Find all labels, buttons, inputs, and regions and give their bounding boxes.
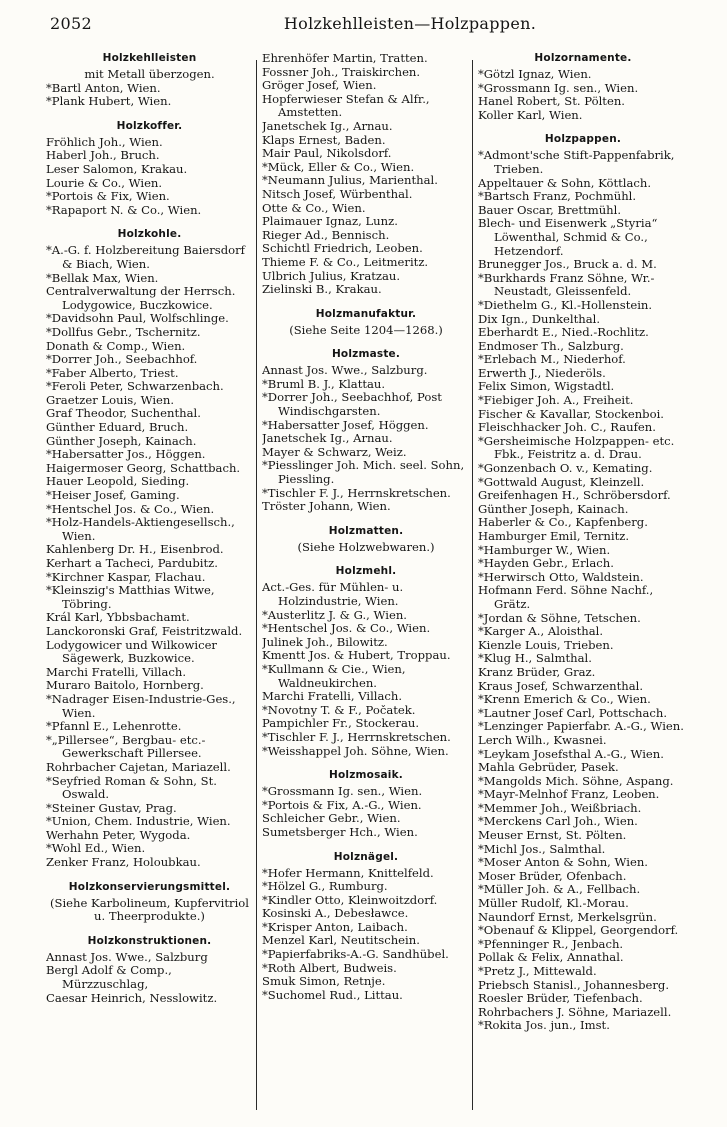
directory-entry: Haberler & Co., Kapfenberg.	[478, 515, 648, 530]
directory-entry: *Papierfabriks-A.-G. Sandhübel.	[262, 947, 449, 962]
directory-entry: *Hofer Hermann, Knittelfeld.	[262, 865, 434, 880]
category-heading: Holzmanufaktur.	[315, 307, 417, 320]
directory-entry: Felix Simon, Wigstadtl.	[478, 379, 615, 394]
column-3	[478, 52, 688, 1112]
directory-entry: Rohrbacher Cajetan, Mariazell.	[46, 759, 231, 774]
directory-entry: Pollak & Felix, Annathal.	[478, 950, 624, 965]
directory-entry: Günther Joseph, Kainach.	[478, 501, 629, 516]
category-section	[262, 769, 470, 839]
directory-entry: *Hölzel G., Rumburg.	[262, 879, 388, 894]
category-heading: Holzmatten.	[328, 524, 404, 537]
category-heading: Holzmosaik.	[329, 769, 403, 782]
directory-entry: Thieme F. & Co., Leitmeritz.	[262, 254, 429, 269]
directory-entry: *Müller Joh. & A., Fellbach.	[478, 882, 641, 897]
directory-entry: *Seyfried Roman & Sohn, St. Oswald.	[46, 773, 217, 802]
directory-entry: Zenker Franz, Holoubkau.	[46, 855, 201, 870]
directory-entry: *Karger A., Aloisthal.	[478, 624, 604, 639]
directory-entry: *Austerlitz J. & G., Wien.	[262, 607, 407, 622]
entry-list	[262, 581, 470, 758]
directory-entry: *Mayr-Melnhof Franz, Leoben.	[478, 787, 660, 802]
directory-entry: *Faber Alberto, Triest.	[46, 365, 179, 380]
directory-entry: Centralverwaltung der Herrsch. Lodygowice, Buczkowice.	[46, 284, 236, 312]
directory-entry: *Portois & Fix, Wien.	[46, 189, 170, 204]
directory-entry: Pampichler Fr., Stockerau.	[262, 716, 420, 731]
column-1	[46, 52, 253, 1112]
directory-entry: Hanel Robert, St. Pölten.	[478, 94, 625, 109]
directory-entry: Moser Brüder, Ofenbach.	[478, 868, 627, 883]
directory-entry: *Hentschel Jos. & Co., Wien.	[46, 501, 215, 516]
directory-entry: Kosinski A., Debesławce.	[262, 906, 409, 921]
directory-entry: *Gonzenbach O. v., Kemating.	[478, 461, 653, 476]
directory-entry: Bauer Oscar, Brettmühl.	[478, 202, 622, 217]
directory-entry: Annast Jos. Wwe., Salzburg.	[262, 363, 428, 378]
category-section	[262, 565, 470, 758]
directory-entry: Marchi Fratelli, Villach.	[262, 689, 403, 704]
category-section	[262, 308, 470, 338]
directory-entry: *A.-G. f. Holzbereitung Baiersdorf & Biach, Wien.	[46, 243, 245, 271]
directory-entry: Hopferwieser Stefan & Alfr., Amstetten.	[262, 91, 430, 120]
directory-entry: Günther Joseph, Kainach.	[46, 433, 197, 448]
category-heading: Holzmaste.	[331, 348, 401, 361]
directory-entry: *Bruml B. J., Klattau.	[262, 376, 386, 391]
directory-entry: Zielinski B., Krakau.	[262, 282, 382, 297]
directory-entry: *Plank Hubert, Wien.	[46, 94, 172, 109]
directory-entry: *Rokita Jos. jun., Imst.	[478, 1018, 610, 1033]
directory-entry: *Pfannl E., Lehenrotte.	[46, 719, 182, 734]
directory-entry: *Hentschel Jos. & Co., Wien.	[262, 621, 431, 636]
entry-list	[262, 785, 470, 839]
directory-entry: *Grossmann Ig. sen., Wien.	[262, 784, 423, 799]
directory-entry: *Steiner Gustav, Prag.	[46, 800, 177, 815]
category-section	[478, 52, 688, 122]
directory-entry: *„Pillersee“, Bergbau- etc.-Gewerkschaft Pillersee.	[46, 732, 206, 761]
category-heading: Holzkehlleisten	[102, 52, 197, 64]
page-header	[0, 8, 727, 42]
directory-entry: Marchi Fratelli, Villach.	[46, 664, 187, 679]
directory-entry: *Heiser Josef, Gaming.	[46, 488, 180, 503]
directory-entry: Kmentt Jos. & Hubert, Troppau.	[262, 648, 451, 663]
directory-entry: Muraro Baitolo, Hornberg.	[46, 678, 204, 693]
directory-entry: *Neumann Julius, Marienthal.	[262, 173, 438, 188]
directory-entry: *Wohl Ed., Wien.	[46, 841, 146, 856]
directory-entry: Lourie & Co., Wien.	[46, 175, 163, 190]
column-2	[262, 52, 470, 1112]
directory-entry: *Mangolds Mich. Söhne, Aspang.	[478, 773, 674, 788]
directory-entry: Plaimauer Ignaz, Lunz.	[262, 214, 398, 229]
directory-entry: Rieger Ad., Bennisch.	[262, 227, 390, 242]
directory-entry: Meuser Ernst, St. Pölten.	[478, 828, 627, 843]
directory-entry: *Hayden Gebr., Erlach.	[478, 556, 614, 571]
category-heading: Holzkoffer.	[116, 119, 183, 132]
directory-entry: Annast Jos. Wwe., Salzburg	[46, 949, 208, 964]
entry-list	[46, 82, 253, 109]
entry-list	[46, 244, 253, 869]
directory-entry: Eberhardt E., Nied.-Rochlitz.	[478, 325, 649, 340]
category-section	[262, 851, 470, 1003]
category-section	[46, 935, 253, 1005]
directory-entry: Fröhlich Joh., Wien.	[46, 134, 163, 149]
category-section	[262, 348, 470, 514]
directory-entry: *Bartsch Franz, Pochmühl.	[478, 189, 637, 204]
directory-entry: Menzel Karl, Neutitschein.	[262, 933, 420, 948]
directory-entry: Kahlenberg Dr. H., Eisenbrod.	[46, 542, 224, 557]
directory-entry: *Habersatter Jos., Höggen.	[46, 447, 206, 462]
category-heading: Holzkohle.	[117, 228, 182, 241]
page-number: 2052	[50, 14, 92, 33]
column-divider	[256, 60, 257, 1110]
category-heading: Holzpappen.	[544, 133, 622, 146]
directory-entry: *Feroli Peter, Schwarzenbach.	[46, 379, 224, 394]
directory-entry: *Gottwald August, Kleinzell.	[478, 474, 645, 489]
directory-entry: Kraus Josef, Schwarzenthal.	[478, 678, 644, 693]
directory-entry: Erwerth J., Niederöls.	[478, 365, 606, 380]
category-note: (Siehe Karbolineum, Kupfervitriol u. Theerprodukte.)	[50, 895, 249, 924]
directory-entry: *Lenzinger Papierfabr. A.-G., Wien.	[478, 719, 684, 734]
entry-list	[478, 68, 688, 122]
directory-entry: *Lautner Josef Carl, Pottschach.	[478, 705, 668, 720]
directory-entry: *Kirchner Kaspar, Flachau.	[46, 569, 206, 584]
directory-entry: *Kullmann & Cie., Wien, Waldneukirchen.	[262, 661, 406, 690]
directory-entry: *Obenauf & Klippel, Georgendorf.	[478, 923, 679, 938]
directory-entry: Mayer & Schwarz, Weiz.	[262, 444, 407, 459]
directory-entry: *Nadrager Eisen-Industrie-Ges., Wien.	[46, 691, 236, 720]
entry-list	[262, 52, 470, 297]
directory-entry: Kienzle Louis, Trieben.	[478, 637, 614, 652]
column-divider	[472, 60, 473, 1110]
entry-list	[262, 867, 470, 1003]
directory-entry: *Bellak Max, Wien.	[46, 270, 159, 285]
category-heading: Holzkonstruktionen.	[87, 934, 212, 947]
directory-entry: *Memmer Joh., Weißbriach.	[478, 800, 642, 815]
entry-list	[46, 136, 253, 218]
directory-entry: *Merckens Carl Joh., Wien.	[478, 814, 638, 829]
directory-entry: Schleicher Gebr., Wien.	[262, 811, 401, 826]
directory-entry: Hofmann Ferd. Söhne Nachf., Grätz.	[478, 583, 654, 611]
category-section	[262, 52, 470, 297]
directory-entry: *Krisper Anton, Laibach.	[262, 919, 408, 934]
directory-entry: *Götzl Ignaz, Wien.	[478, 67, 592, 81]
directory-entry: Endmoser Th., Salzburg.	[478, 338, 624, 353]
directory-entry: Janetschek Ig., Arnau.	[262, 118, 393, 133]
category-note: (Siehe Seite 1204—1268.)	[289, 322, 443, 337]
directory-entry: Smuk Simon, Retnje.	[262, 974, 386, 989]
category-section	[46, 228, 253, 869]
directory-entry: Schichtl Friedrich, Leoben.	[262, 241, 423, 256]
directory-entry: *Davidsohn Paul, Wolfschlinge.	[46, 311, 229, 326]
directory-entry: Sumetsberger Hch., Wien.	[262, 824, 418, 839]
directory-entry: Klaps Ernest, Baden.	[262, 132, 386, 147]
category-section	[46, 52, 253, 109]
directory-entry: *Mück, Eller & Co., Wien.	[262, 159, 415, 174]
directory-entry: Haberl Joh., Bruch.	[46, 148, 160, 163]
directory-entry: Priebsch Stanisl., Johannesberg.	[478, 977, 670, 992]
category-note: (Siehe Holzwebwaren.)	[297, 539, 435, 554]
entry-list	[478, 149, 688, 1033]
directory-entry: Koller Karl, Wien.	[478, 107, 583, 122]
category-heading: Holznägel.	[333, 850, 399, 863]
directory-entry: Roesler Brüder, Tiefenbach.	[478, 991, 643, 1006]
directory-entry: Král Karl, Ybbsbachamt.	[46, 610, 190, 625]
directory-entry: *Moser Anton & Sohn, Wien.	[478, 855, 648, 870]
directory-entry: Act.-Ges. für Mühlen- u. Holzindustrie, Wien.	[262, 580, 404, 608]
directory-entry: Fleischhacker Joh. C., Raufen.	[478, 420, 656, 435]
directory-entry: Greifenhagen H., Schröbersdorf.	[478, 488, 671, 503]
directory-entry: Hauer Leopold, Sieding.	[46, 474, 190, 489]
directory-entry: Fossner Joh., Traiskirchen.	[262, 64, 421, 79]
directory-entry: Hamburger Emil, Ternitz.	[478, 529, 630, 543]
category-section	[262, 525, 470, 555]
directory-entry: Graf Theodor, Suchenthal.	[46, 406, 201, 421]
category-section	[478, 133, 688, 1033]
directory-entry: Lodygowicer und Wilkowicer Sägewerk, Buzkowice.	[46, 637, 217, 666]
directory-entry: *Dollfus Gebr., Tschernitz.	[46, 324, 201, 339]
directory-entry: Müller Rudolf, Kl.-Morau.	[478, 896, 629, 911]
directory-entry: Julinek Joh., Bilowitz.	[262, 634, 388, 649]
directory-entry: *Piesslinger Joh. Mich. seel. Sohn, Piessling.	[262, 458, 465, 487]
directory-entry: *Erlebach M., Niederhof.	[478, 352, 626, 367]
directory-entry: Fischer & Kavallar, Stockenboi.	[478, 406, 664, 421]
category-heading: Holzkonservierungsmittel.	[68, 880, 231, 893]
directory-entry: *Herwirsch Otto, Waldstein.	[478, 569, 644, 584]
directory-entry: Ehrenhöfer Martin, Tratten.	[262, 52, 428, 65]
directory-entry: Kerhart a Tacheci, Pardubitz.	[46, 556, 218, 570]
category-section	[46, 881, 253, 924]
directory-entry: *Grossmann Ig. sen., Wien.	[478, 80, 639, 95]
directory-entry: *Roth Albert, Budweis.	[262, 960, 397, 975]
entry-list	[46, 951, 253, 1005]
directory-entry: *Weisshappel Joh. Söhne, Wien.	[262, 743, 449, 758]
directory-entry: *Burkhards Franz Söhne, Wr.-Neustadt, Gleissenfeld.	[478, 270, 655, 299]
category-note: mit Metall überzogen.	[84, 67, 215, 81]
directory-entry: Naundorf Ernst, Merkelsgrün.	[478, 909, 657, 924]
directory-entry: Caesar Heinrich, Nesslowitz.	[46, 990, 218, 1005]
directory-entry: *Union, Chem. Industrie, Wien.	[46, 814, 231, 829]
directory-entry: Mahla Gebrüder, Pasek.	[478, 760, 619, 775]
directory-entry: *Jordan & Söhne, Tetschen.	[478, 610, 641, 625]
directory-entry: *Kindler Otto, Kleinwoitzdorf.	[262, 892, 438, 907]
directory-entry: Ulbrich Julius, Kratzau.	[262, 268, 401, 283]
entry-list	[262, 364, 470, 514]
category-section	[46, 120, 253, 218]
category-heading: Holzornamente.	[534, 52, 632, 64]
directory-entry: *Pfenninger R., Jenbach.	[478, 936, 624, 951]
directory-entry: *Bartl Anton, Wien.	[46, 80, 161, 95]
directory-entry: Kranz Brüder, Graz.	[478, 664, 596, 679]
directory-entry: *Tischler F. J., Herrnskretschen.	[262, 729, 451, 744]
directory-entry: Tröster Johann, Wien.	[262, 499, 391, 514]
directory-entry: Werhahn Peter, Wygoda.	[46, 827, 191, 842]
directory-entry: Mair Paul, Nikolsdorf.	[262, 146, 392, 161]
directory-entry: Rohrbachers J. Söhne, Mariazell.	[478, 1004, 672, 1019]
directory-entry: Graetzer Louis, Wien.	[46, 392, 175, 407]
directory-entry: Lerch Wilh., Kwasnei.	[478, 732, 607, 747]
directory-entry: Janetschek Ig., Arnau.	[262, 431, 393, 446]
directory-entry: Donath & Comp., Wien.	[46, 338, 186, 353]
directory-entry: Haigermoser Georg, Schattbach.	[46, 460, 241, 475]
directory-entry: Bergl Adolf & Comp., Mürzzuschlag,	[46, 963, 172, 992]
directory-entry: *Novotny T. & F., Počatek.	[262, 702, 416, 717]
directory-entry: *Holz-Handels-Aktiengesellsch., Wien.	[46, 515, 235, 543]
directory-entry: *Pretz J., Mittewald.	[478, 964, 597, 978]
category-heading: Holzmehl.	[335, 565, 397, 578]
page-title: Holzkehlleisten—Holzpappen.	[283, 14, 537, 33]
directory-entry: Nitsch Josef, Würbenthal.	[262, 186, 413, 201]
directory-entry: *Habersatter Josef, Höggen.	[262, 417, 429, 432]
directory-entry: *Tischler F. J., Herrnskretschen.	[262, 485, 451, 500]
directory-entry: *Portois & Fix, A.-G., Wien.	[262, 797, 422, 812]
directory-entry: Leser Salomon, Krakau.	[46, 161, 188, 176]
directory-entry: *Fiebiger Joh. A., Freiheit.	[478, 393, 634, 408]
directory-entry: *Admont'sche Stift-Pappenfabrik, Trieben.	[478, 148, 675, 176]
directory-entry: Dix Ign., Dunkelthal.	[478, 311, 601, 326]
directory-entry: Appeltauer & Sohn, Köttlach.	[478, 175, 652, 190]
directory-entry: *Dorrer Joh., Seebachhof, Post Windischgarsten.	[262, 390, 442, 419]
directory-entry: *Krenn Emerich & Co., Wien.	[478, 692, 651, 707]
directory-entry: Blech- und Eisenwerk „Styria“ Löwenthal, Schmid & Co., Hetzendorf.	[478, 216, 658, 258]
directory-entry: Günther Eduard, Bruch.	[46, 420, 189, 435]
directory-entry: Otte & Co., Wien.	[262, 200, 366, 215]
directory-entry: *Diethelm G., Kl.-Hollenstein.	[478, 297, 653, 312]
directory-entry: *Hamburger W., Wien.	[478, 542, 611, 557]
directory-entry: *Kleinszig's Matthias Witwe, Töbring.	[46, 583, 215, 611]
directory-entry: *Klug H., Salmthal.	[478, 651, 592, 666]
directory-entry: *Suchomel Rud., Littau.	[262, 987, 403, 1002]
directory-entry: *Rapaport N. & Co., Wien.	[46, 202, 202, 217]
directory-entry: *Gersheimische Holzpappen- etc. Fbk., Feistritz a. d. Drau.	[478, 433, 675, 462]
directory-entry: Gröger Josef, Wien.	[262, 78, 377, 93]
directory-entry: Lanckoronski Graf, Feistritzwald.	[46, 623, 243, 638]
directory-entry: Brunegger Jos., Bruck a. d. M.	[478, 257, 657, 272]
directory-entry: *Michl Jos., Salmthal.	[478, 841, 606, 856]
directory-entry: *Leykam Josefsthal A.-G., Wien.	[478, 746, 664, 761]
directory-entry: *Dorrer Joh., Seebachhof.	[46, 352, 198, 367]
